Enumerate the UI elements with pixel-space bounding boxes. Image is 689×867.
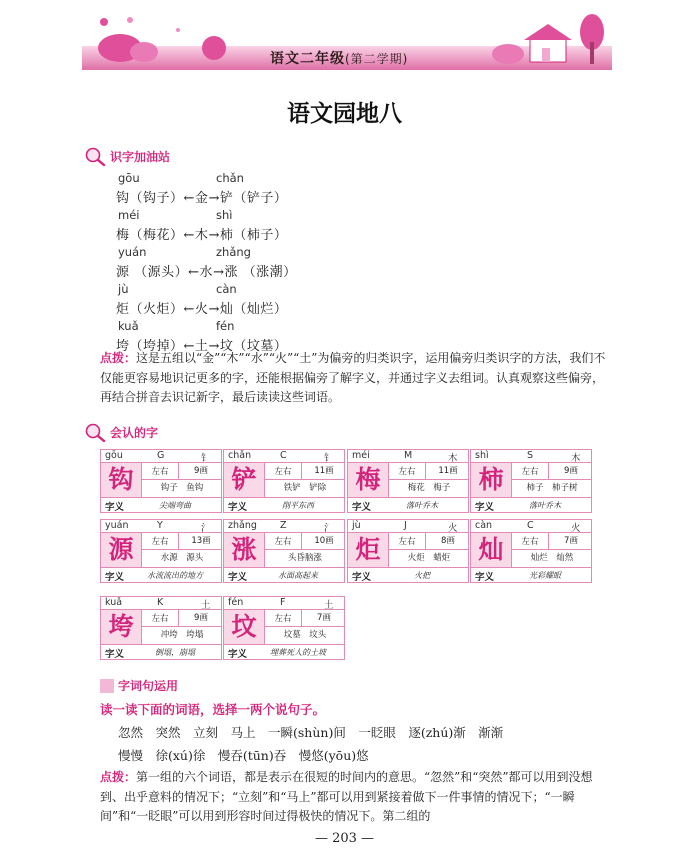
card-character: 源 [101,533,141,567]
card-radical: 木 [448,453,458,464]
card-character: 梅 [348,463,388,497]
magnifier-icon [84,146,106,166]
card-structure-row [388,463,469,480]
card-letter: G [157,450,165,461]
card-letter: J [404,520,407,531]
card-structure-row [388,533,469,550]
card-meaning-row [101,644,221,660]
page-title: 语文园地八 [287,100,402,127]
card-pinyin: chǎn [228,450,252,461]
card-header [101,597,221,610]
card-strokes: 9画 [178,463,223,479]
card-meaning-label: 字义 [352,502,372,513]
radical-group-row [116,298,287,317]
card-structure-row [264,463,345,480]
card-meaning: 落叶乔木 [529,501,561,510]
card-structure-row [264,610,345,627]
pinyin-right: fén [216,319,235,333]
pinyin-left: gōu [118,171,140,185]
card-meaning-label: 字义 [475,502,495,513]
card-pinyin: gōu [105,450,123,461]
card-letter: Z [280,520,287,531]
card-meaning-row [224,644,344,660]
card-meaning: 水流流出的地方 [147,571,203,580]
card-radical: 钅 [201,453,211,464]
card-letter: M [404,450,413,461]
char-card-4 [100,519,222,583]
arrow-left-icon: ← [183,339,195,354]
word-left: 钩（钩子） [116,191,184,206]
card-words: 钩子 鱼钩 [141,480,222,497]
card-letter: K [157,597,164,608]
arrow-right-icon: → [208,191,220,206]
pinyin-right: shì [216,208,233,222]
card-header [224,597,344,610]
card-header [348,520,468,533]
card-meaning-row [471,567,591,583]
char-card-5 [223,519,345,583]
pinyin-right: càn [216,282,237,296]
word-left: 源 （源头） [116,265,189,280]
card-radical: 火 [448,523,458,534]
char-card-6 [347,519,469,583]
card-words: 灿烂 灿然 [511,550,592,567]
card-meaning: 落叶乔木 [406,501,438,510]
char-card-0 [100,449,222,513]
char-card-1 [223,449,345,513]
card-pinyin: jù [352,520,361,531]
card-character: 铲 [224,463,264,497]
card-pinyin: càn [475,520,493,531]
card-meaning-label: 字义 [228,502,248,513]
radical-group-row [116,261,297,280]
note-text: 这是五组以“金”“木”“水”“火”“土”为偏旁的归类识字，运用偏旁归类识字的方法，我们不仅能更容易地识记更多的字，还能根据偏旁了解字义，并通过字义去组词。认真观察这些偏旁，再结合拼音去识记新字，最后读读这些词语。 [100,351,606,404]
card-radical: 土 [324,600,334,611]
card-structure: 左右 [398,537,416,547]
card-structure: 左右 [274,537,292,547]
header-grade: 语文二年级 [270,51,345,67]
arrow-left-icon: ← [183,228,195,243]
card-words: 火炬 蜡炬 [388,550,469,567]
section-heading-text: 会认的字 [110,425,159,440]
card-strokes: 11画 [301,463,346,479]
note-label: 点拨： [100,351,137,365]
header-banner [82,8,612,72]
card-strokes: 11画 [425,463,470,479]
card-character: 炬 [348,533,388,567]
section-heading-text: 识字加油站 [110,149,171,164]
char-card-7 [470,519,592,583]
pinyin-left: kuǎ [118,319,139,333]
word-right: 铲（铲子） [219,191,288,206]
note-paragraph-1 [100,349,612,408]
card-strokes: 8画 [425,533,470,549]
section-heading-recognize [84,422,158,442]
pinyin-right: chǎn [216,171,244,185]
card-strokes: 9画 [548,463,593,479]
card-meaning-row [348,497,468,513]
card-header [101,450,221,463]
card-header [101,520,221,533]
card-meaning-row [101,567,221,583]
radical-group-row [116,187,287,206]
card-structure: 左右 [521,537,539,547]
word-right: 柿（柿子） [219,228,288,243]
card-meaning-row [471,497,591,513]
card-character: 涨 [224,533,264,567]
card-pinyin: zhǎng [228,520,257,531]
card-meaning-label: 字义 [475,572,495,583]
radical: 火 [194,302,209,317]
radical: 木 [194,228,209,243]
card-words: 坟墓 坟头 [264,627,345,644]
card-radical: 氵 [201,523,211,534]
card-radical: 木 [571,453,581,464]
card-pinyin: shì [475,450,489,461]
arrow-right-icon: → [208,339,220,354]
radical: 土 [194,339,209,354]
card-character: 坟 [224,610,264,644]
section-heading-literacy [84,146,170,166]
card-radical: 钅 [324,453,334,464]
pinyin-left: yuán [118,245,147,259]
word-right: 涨 （涨潮） [224,265,297,280]
card-radical: 氵 [324,523,334,534]
char-card-2 [347,449,469,513]
card-radical: 土 [201,600,211,611]
card-meaning-row [224,497,344,513]
card-meaning: 埋葬死人的土坡 [270,648,326,657]
card-structure: 左右 [151,614,169,624]
card-meaning: 削平东西 [282,501,314,510]
radical-group-row [116,224,287,243]
card-meaning-row [224,567,344,583]
arrow-left-icon: ← [188,265,200,280]
card-structure-row [141,533,222,550]
card-structure: 左右 [521,467,539,477]
pinyin-left: méi [118,208,140,222]
header-term: (第二学期) [345,52,409,66]
card-pinyin: kuǎ [105,597,123,608]
word-line-2: 慢慢 徐(xú)徐 慢吞(tūn)吞 慢悠(yōu)悠 [118,748,369,763]
card-header [224,520,344,533]
card-meaning: 火把 [414,571,430,580]
card-header [224,450,344,463]
card-structure: 左右 [274,467,292,477]
arrow-right-icon: → [208,302,220,317]
note-label: 点拨： [100,770,137,784]
arrow-right-icon: → [213,265,225,280]
card-structure-row [511,463,592,480]
note-paragraph-2 [100,768,612,827]
char-card-9 [223,596,345,660]
card-meaning-label: 字义 [228,649,248,660]
pinyin-left: jù [118,282,129,296]
card-meaning: 水面高起来 [278,571,318,580]
card-structure: 左右 [274,614,292,624]
word-left: 垮（垮掉） [116,339,184,354]
card-header [471,450,591,463]
card-letter: C [280,450,287,461]
magnifier-icon [84,422,106,442]
card-structure-row [141,463,222,480]
word-line-1: 忽然 突然 立刻 马上 一瞬(shùn)间 一眨眼 逐(zhú)渐 渐渐 [118,725,504,740]
card-meaning: 倒塌，崩塌 [155,648,195,657]
card-words: 头昏脑涨 [264,550,345,567]
card-structure-row [141,610,222,627]
section-heading-text: 字词句运用 [118,679,179,693]
card-structure: 左右 [398,467,416,477]
char-card-3 [470,449,592,513]
card-meaning-label: 字义 [228,572,248,583]
arrow-left-icon: ← [183,302,195,317]
card-header [471,520,591,533]
radical: 金 [194,191,209,206]
card-strokes: 7画 [548,533,593,549]
card-meaning-label: 字义 [105,649,125,660]
section-heading-usage [100,677,178,694]
card-structure: 左右 [151,537,169,547]
card-strokes: 7画 [301,610,346,626]
word-left: 梅（梅花） [116,228,184,243]
page-number: — 203 — [314,831,375,846]
card-meaning: 光彩耀眼 [529,571,561,580]
card-meaning-label: 字义 [352,572,372,583]
card-radical: 火 [571,523,581,534]
card-words: 梅花 梅子 [388,480,469,497]
card-letter: C [527,520,534,531]
card-strokes: 9画 [178,610,223,626]
note-text: 第一组的六个词语，都是表示在很短的时间内的意思。“忽然”和“突然”都可以用到没想到、出乎意料的情况下；“立刻”和“马上”都可以用到紧接着做下一件事情的情况下；“一瞬间”和“一眨眼”可以用到形容时间过得极快的情况下。第二组的 [100,770,593,823]
card-meaning-row [101,497,221,513]
card-letter: F [280,597,286,608]
card-meaning: 尖端弯曲 [159,501,191,510]
card-strokes: 13画 [178,533,223,549]
card-letter: S [527,450,534,461]
card-structure-row [511,533,592,550]
card-words: 水源 源头 [141,550,222,567]
card-words: 柿子 柿子树 [511,480,592,497]
card-pinyin: méi [352,450,370,461]
task-instruction: 读一读下面的词语，选择一两个说句子。 [100,702,326,717]
header-title [270,48,408,68]
radical: 水 [199,265,214,280]
card-character: 钩 [101,463,141,497]
char-card-8 [100,596,222,660]
arrow-right-icon: → [208,228,220,243]
arrow-left-icon: ← [183,191,195,206]
word-left: 炬（火炬） [116,302,184,317]
card-character: 灿 [471,533,511,567]
card-meaning-label: 字义 [105,502,125,513]
card-structure-row [264,533,345,550]
card-structure: 左右 [151,467,169,477]
card-character: 垮 [101,610,141,644]
card-pinyin: yuán [105,520,129,531]
pencil-icon [100,679,114,693]
pinyin-right: zhǎng [216,245,251,259]
card-header [348,450,468,463]
word-right: 灿（灿烂） [219,302,288,317]
card-meaning-label: 字义 [105,572,125,583]
card-strokes: 10画 [301,533,346,549]
word-right: 坟（坟墓） [219,339,288,354]
card-letter: Y [157,520,163,531]
card-pinyin: fén [228,597,244,608]
card-character: 柿 [471,463,511,497]
card-words: 冲垮 垮塌 [141,627,222,644]
card-meaning-row [348,567,468,583]
card-words: 铁铲 铲除 [264,480,345,497]
